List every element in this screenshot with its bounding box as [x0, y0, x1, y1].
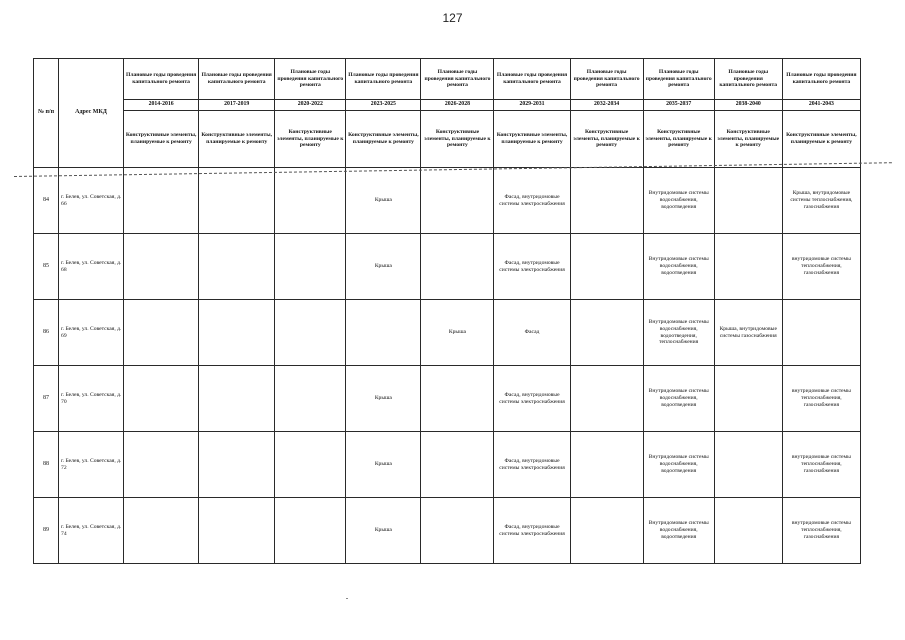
table-cell [782, 300, 860, 366]
table-cell [275, 168, 346, 234]
row-number: 85 [34, 234, 59, 300]
table-cell: Внутридомовые системы водоснабжения, водоотведения [643, 498, 714, 564]
table-row [34, 300, 861, 366]
col-header-years: 2032-2034 [570, 100, 643, 111]
table-cell [124, 498, 199, 564]
header-row-years [34, 100, 861, 111]
col-subheader: Конструктивные элементы, планируемые к ремонту [643, 111, 714, 168]
table-cell [199, 432, 275, 498]
table-cell [421, 498, 494, 564]
table-cell: Фасад [494, 300, 570, 366]
col-subheader: Конструктивные элементы, планируемые к ремонту [199, 111, 275, 168]
col-header-years: 2029-2031 [494, 100, 570, 111]
table-cell [570, 432, 643, 498]
table-cell: внутридомовые системы теплоснабжения, газоснабжения [782, 234, 860, 300]
table-cell [570, 234, 643, 300]
col-header-title: Плановые годы проведения капитального ремонта [421, 59, 494, 100]
table-cell: внутридомовые системы теплоснабжения, газоснабжения [782, 432, 860, 498]
row-number: 84 [34, 168, 59, 234]
table-cell [124, 366, 199, 432]
table-cell [199, 300, 275, 366]
col-subheader: Конструктивные элементы, планируемые к ремонту [714, 111, 782, 168]
col-header-years: 2023-2025 [346, 100, 421, 111]
row-number: 89 [34, 498, 59, 564]
row-address: г. Белев, ул. Советская, д. 72 [59, 432, 124, 498]
col-subheader: Конструктивные элементы, планируемые к ремонту [346, 111, 421, 168]
table-cell: Внутридомовые системы водоснабжения, водоотведения [643, 168, 714, 234]
header-row-elements [34, 111, 861, 168]
col-header-years: 2020-2022 [275, 100, 346, 111]
table-row [34, 498, 861, 564]
table-cell [124, 432, 199, 498]
table-cell [275, 432, 346, 498]
table-cell [124, 168, 199, 234]
table-cell [275, 498, 346, 564]
table-cell [199, 234, 275, 300]
table-row [34, 432, 861, 498]
table-cell [421, 168, 494, 234]
table-cell: Крыша [346, 366, 421, 432]
table-cell: Крыша, внутридомовые системы газоснабжения [714, 300, 782, 366]
row-address: г. Белев, ул. Советская, д. 66 [59, 168, 124, 234]
table-cell: Крыша [346, 234, 421, 300]
table-cell [570, 300, 643, 366]
col-subheader: Конструктивные элементы, планируемые к ремонту [275, 111, 346, 168]
repair-schedule-table [33, 58, 861, 564]
table-cell: Внутридомовые системы водоснабжения, водоотведения, теплоснабжения [643, 300, 714, 366]
row-number: 87 [34, 366, 59, 432]
table-cell: Фасад, внутридомовые системы электроснабжения [494, 168, 570, 234]
table-cell: Крыша [346, 498, 421, 564]
table-cell [714, 366, 782, 432]
table-cell: Фасад, внутридомовые системы электроснабжения [494, 234, 570, 300]
table-cell [714, 432, 782, 498]
table-cell: внутридомовые системы теплоснабжения, газоснабжения [782, 498, 860, 564]
table-row [34, 366, 861, 432]
col-subheader: Конструктивные элементы, планируемые к ремонту [782, 111, 860, 168]
page-number: 127 [442, 11, 463, 25]
row-address: г. Белев, ул. Советская, д. 68 [59, 234, 124, 300]
table-row [34, 168, 861, 234]
col-header-years: 2038-2040 [714, 100, 782, 111]
table-cell: Фасад, внутридомовые системы электроснабжения [494, 498, 570, 564]
col-header-title: Плановые годы проведения капитального ремонта [275, 59, 346, 100]
row-address: г. Белев, ул. Советская, д. 74 [59, 498, 124, 564]
col-subheader: Конструктивные элементы, планируемые к ремонту [570, 111, 643, 168]
table-cell [275, 300, 346, 366]
repair-schedule-table-wrap [33, 58, 861, 564]
col-header-title: Плановые годы проведения капитального ремонта [714, 59, 782, 100]
table-cell [570, 366, 643, 432]
table-cell: Крыша [346, 168, 421, 234]
row-address: г. Белев, ул. Советская, д. 70 [59, 366, 124, 432]
col-header-years: 2017-2019 [199, 100, 275, 111]
table-cell [275, 234, 346, 300]
col-subheader: Конструктивные элементы, планируемые к ремонту [124, 111, 199, 168]
table-cell [570, 498, 643, 564]
table-cell: Крыша, внутридомовые системы теплоснабжения, газоснабжения [782, 168, 860, 234]
scan-speck [346, 598, 348, 599]
table-cell [421, 366, 494, 432]
table-cell [714, 168, 782, 234]
table-cell [421, 432, 494, 498]
col-header-years: 2026-2028 [421, 100, 494, 111]
table-cell [124, 300, 199, 366]
col-header-number: № п/п [34, 59, 59, 168]
col-header-address: Адрес МКД [59, 59, 124, 168]
table-cell [275, 366, 346, 432]
col-subheader: Конструктивные элементы, планируемые к ремонту [494, 111, 570, 168]
col-header-title: Плановые годы проведения капитального ремонта [494, 59, 570, 100]
table-cell [199, 366, 275, 432]
table-cell [199, 168, 275, 234]
table-cell [124, 234, 199, 300]
col-header-title: Плановые годы проведения капитального ремонта [782, 59, 860, 100]
header-row-titles [34, 59, 861, 100]
col-header-years: 2035-2037 [643, 100, 714, 111]
row-address: г. Белев, ул. Советская, д. 69 [59, 300, 124, 366]
row-number: 86 [34, 300, 59, 366]
table-cell: внутридомовые системы теплоснабжения, газоснабжения [782, 366, 860, 432]
col-header-title: Плановые годы проведения капитального ремонта [124, 59, 199, 100]
col-header-years: 2014-2016 [124, 100, 199, 111]
col-header-title: Плановые годы проведения капитального ремонта [570, 59, 643, 100]
col-header-years: 2041-2043 [782, 100, 860, 111]
table-cell [199, 498, 275, 564]
table-row [34, 234, 861, 300]
table-cell: Внутридомовые системы водоснабжения, водоотведения [643, 234, 714, 300]
col-header-title: Плановые годы проведения капитального ремонта [346, 59, 421, 100]
col-subheader: Конструктивные элементы, планируемые к ремонту [421, 111, 494, 168]
table-cell: Фасад, внутридомовые системы электроснабжения [494, 366, 570, 432]
table-cell [714, 234, 782, 300]
table-cell: Внутридомовые системы водоснабжения, водоотведения [643, 432, 714, 498]
table-cell: Внутридомовые системы водоснабжения, водоотведения [643, 366, 714, 432]
table-cell [714, 498, 782, 564]
table-cell [346, 300, 421, 366]
col-header-title: Плановые годы проведения капитального ремонта [199, 59, 275, 100]
table-cell: Крыша [346, 432, 421, 498]
table-cell [570, 168, 643, 234]
table-cell: Крыша [421, 300, 494, 366]
row-number: 88 [34, 432, 59, 498]
table-cell: Фасад, внутридомовые системы электроснабжения [494, 432, 570, 498]
table-cell [421, 234, 494, 300]
col-header-title: Плановые годы проведения капитального ремонта [643, 59, 714, 100]
